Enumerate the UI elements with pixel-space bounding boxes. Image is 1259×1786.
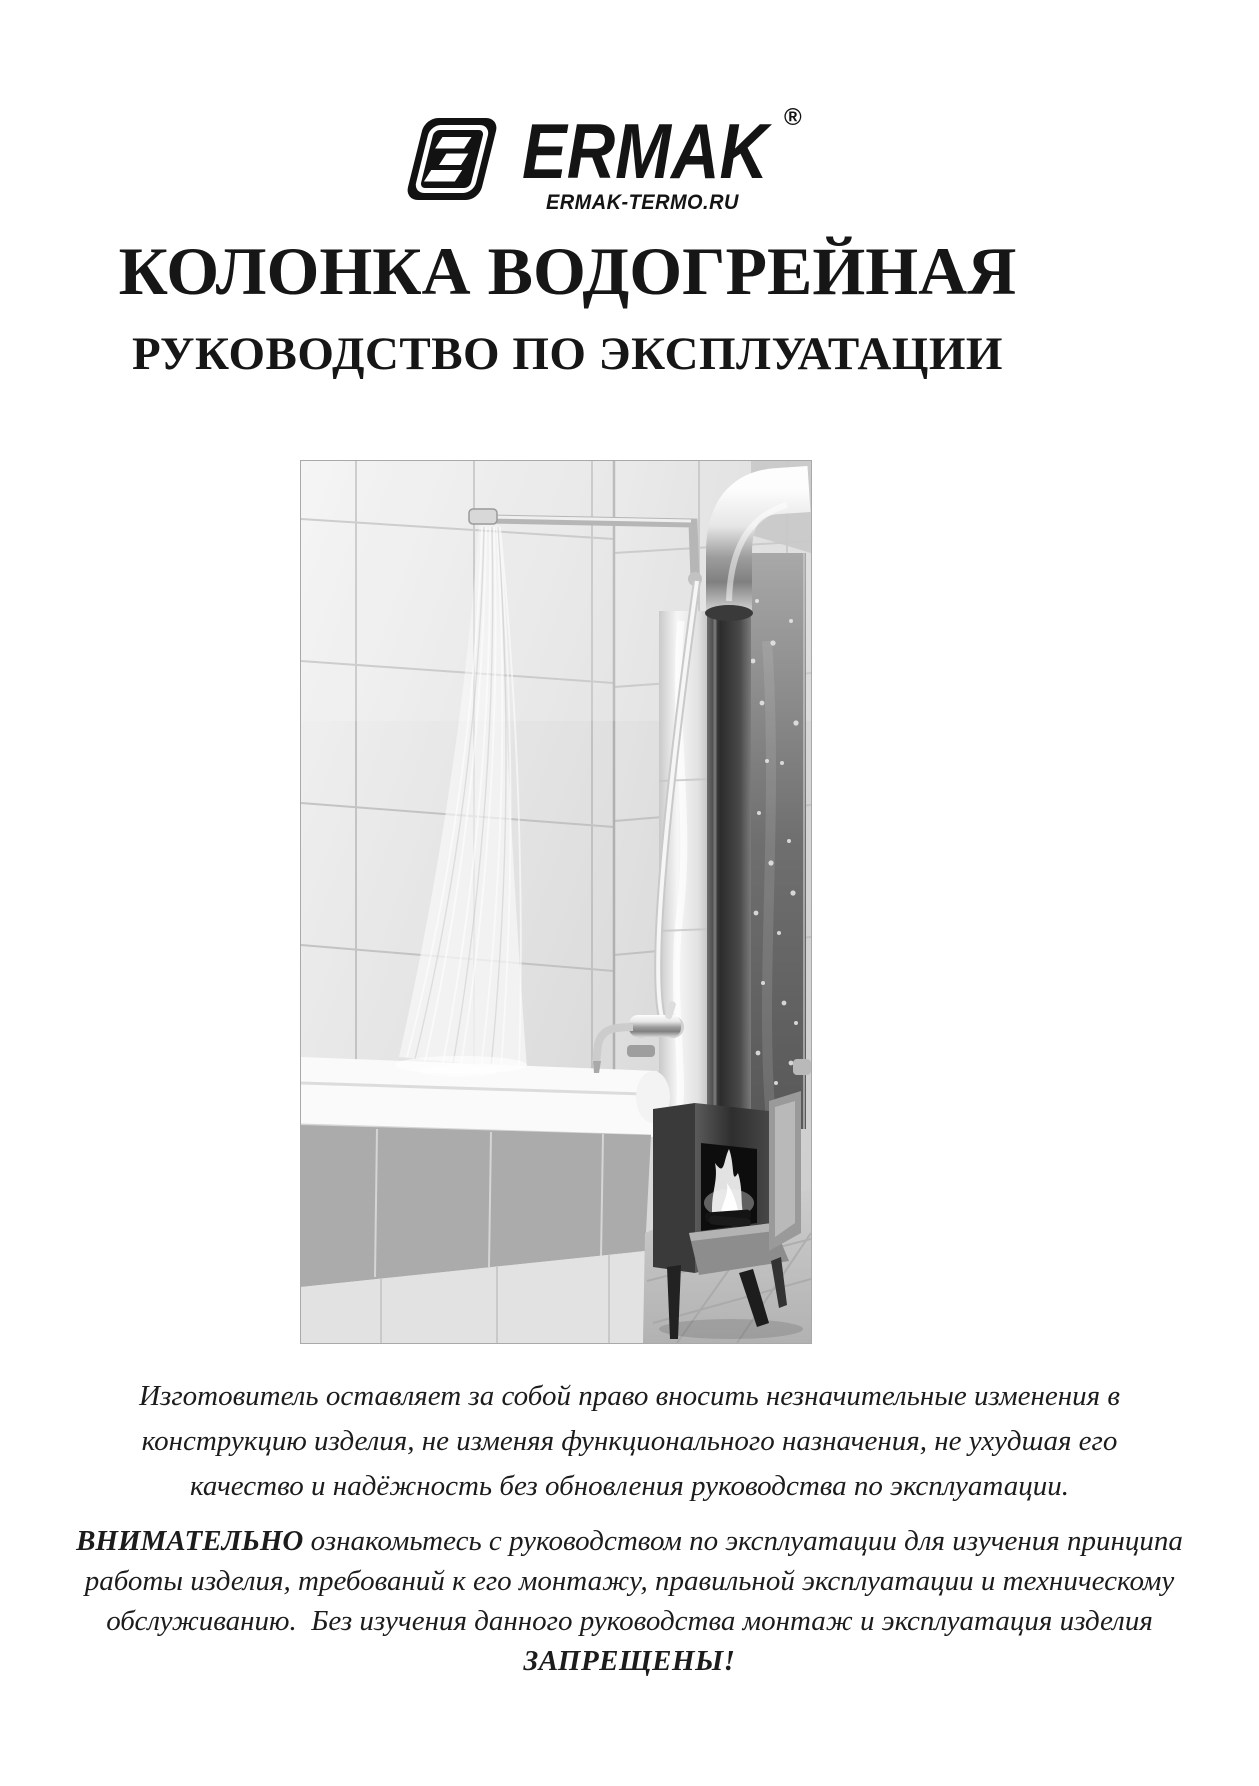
attention-notice — [0, 1521, 1259, 1681]
spray-splash-inner — [419, 1065, 499, 1077]
attention-line1-rest: ознакомьтесь с руководством по эксплуатации для изучения принципа — [303, 1525, 1183, 1557]
note-line: качество и надёжность без обновления руководства по эксплуатации. — [190, 1470, 1069, 1502]
brand-website: ERMAK-TERMO.RU — [546, 190, 739, 214]
note-line: Изготовитель оставляет за собой право вносить незначительные изменения в — [139, 1380, 1120, 1412]
wet-panel — [749, 553, 806, 1129]
document-subtitle: РУКОВОДСТВО ПО ЭКСПЛУАТАЦИИ — [132, 328, 1003, 380]
attention-line: обслуживанию. Без изучения данного руководства монтаж и эксплуатация изделия — [106, 1605, 1153, 1637]
attention-emphasis: ЗАПРЕЩЕНЫ! — [523, 1645, 736, 1677]
brand-name: ERMAK — [522, 107, 768, 195]
attention-lead: ВНИМАТЕЛЬНО — [76, 1525, 304, 1557]
valve — [627, 1045, 655, 1057]
attention-line — [0, 1521, 1259, 1561]
registered-trademark: ® — [784, 104, 802, 131]
manufacturer-note — [0, 1374, 1259, 1509]
product-photo — [300, 460, 812, 1344]
document-title: КОЛОНКА ВОДОГРЕЙНАЯ — [118, 233, 1017, 309]
brand-logo-text — [522, 104, 802, 215]
attention-line: работы изделия, требований к его монтажу, правильной эксплуатации и техническому — [84, 1565, 1175, 1597]
note-line: конструкцию изделия, не изменяя функционального назначения, не ухудшая его — [141, 1425, 1118, 1457]
ermak-emblem-icon — [398, 112, 502, 206]
chimney-pipe — [707, 573, 751, 1123]
wall-pipe-stub — [793, 1059, 811, 1075]
brand-logo — [398, 104, 802, 215]
shower-head-icon — [469, 509, 497, 524]
